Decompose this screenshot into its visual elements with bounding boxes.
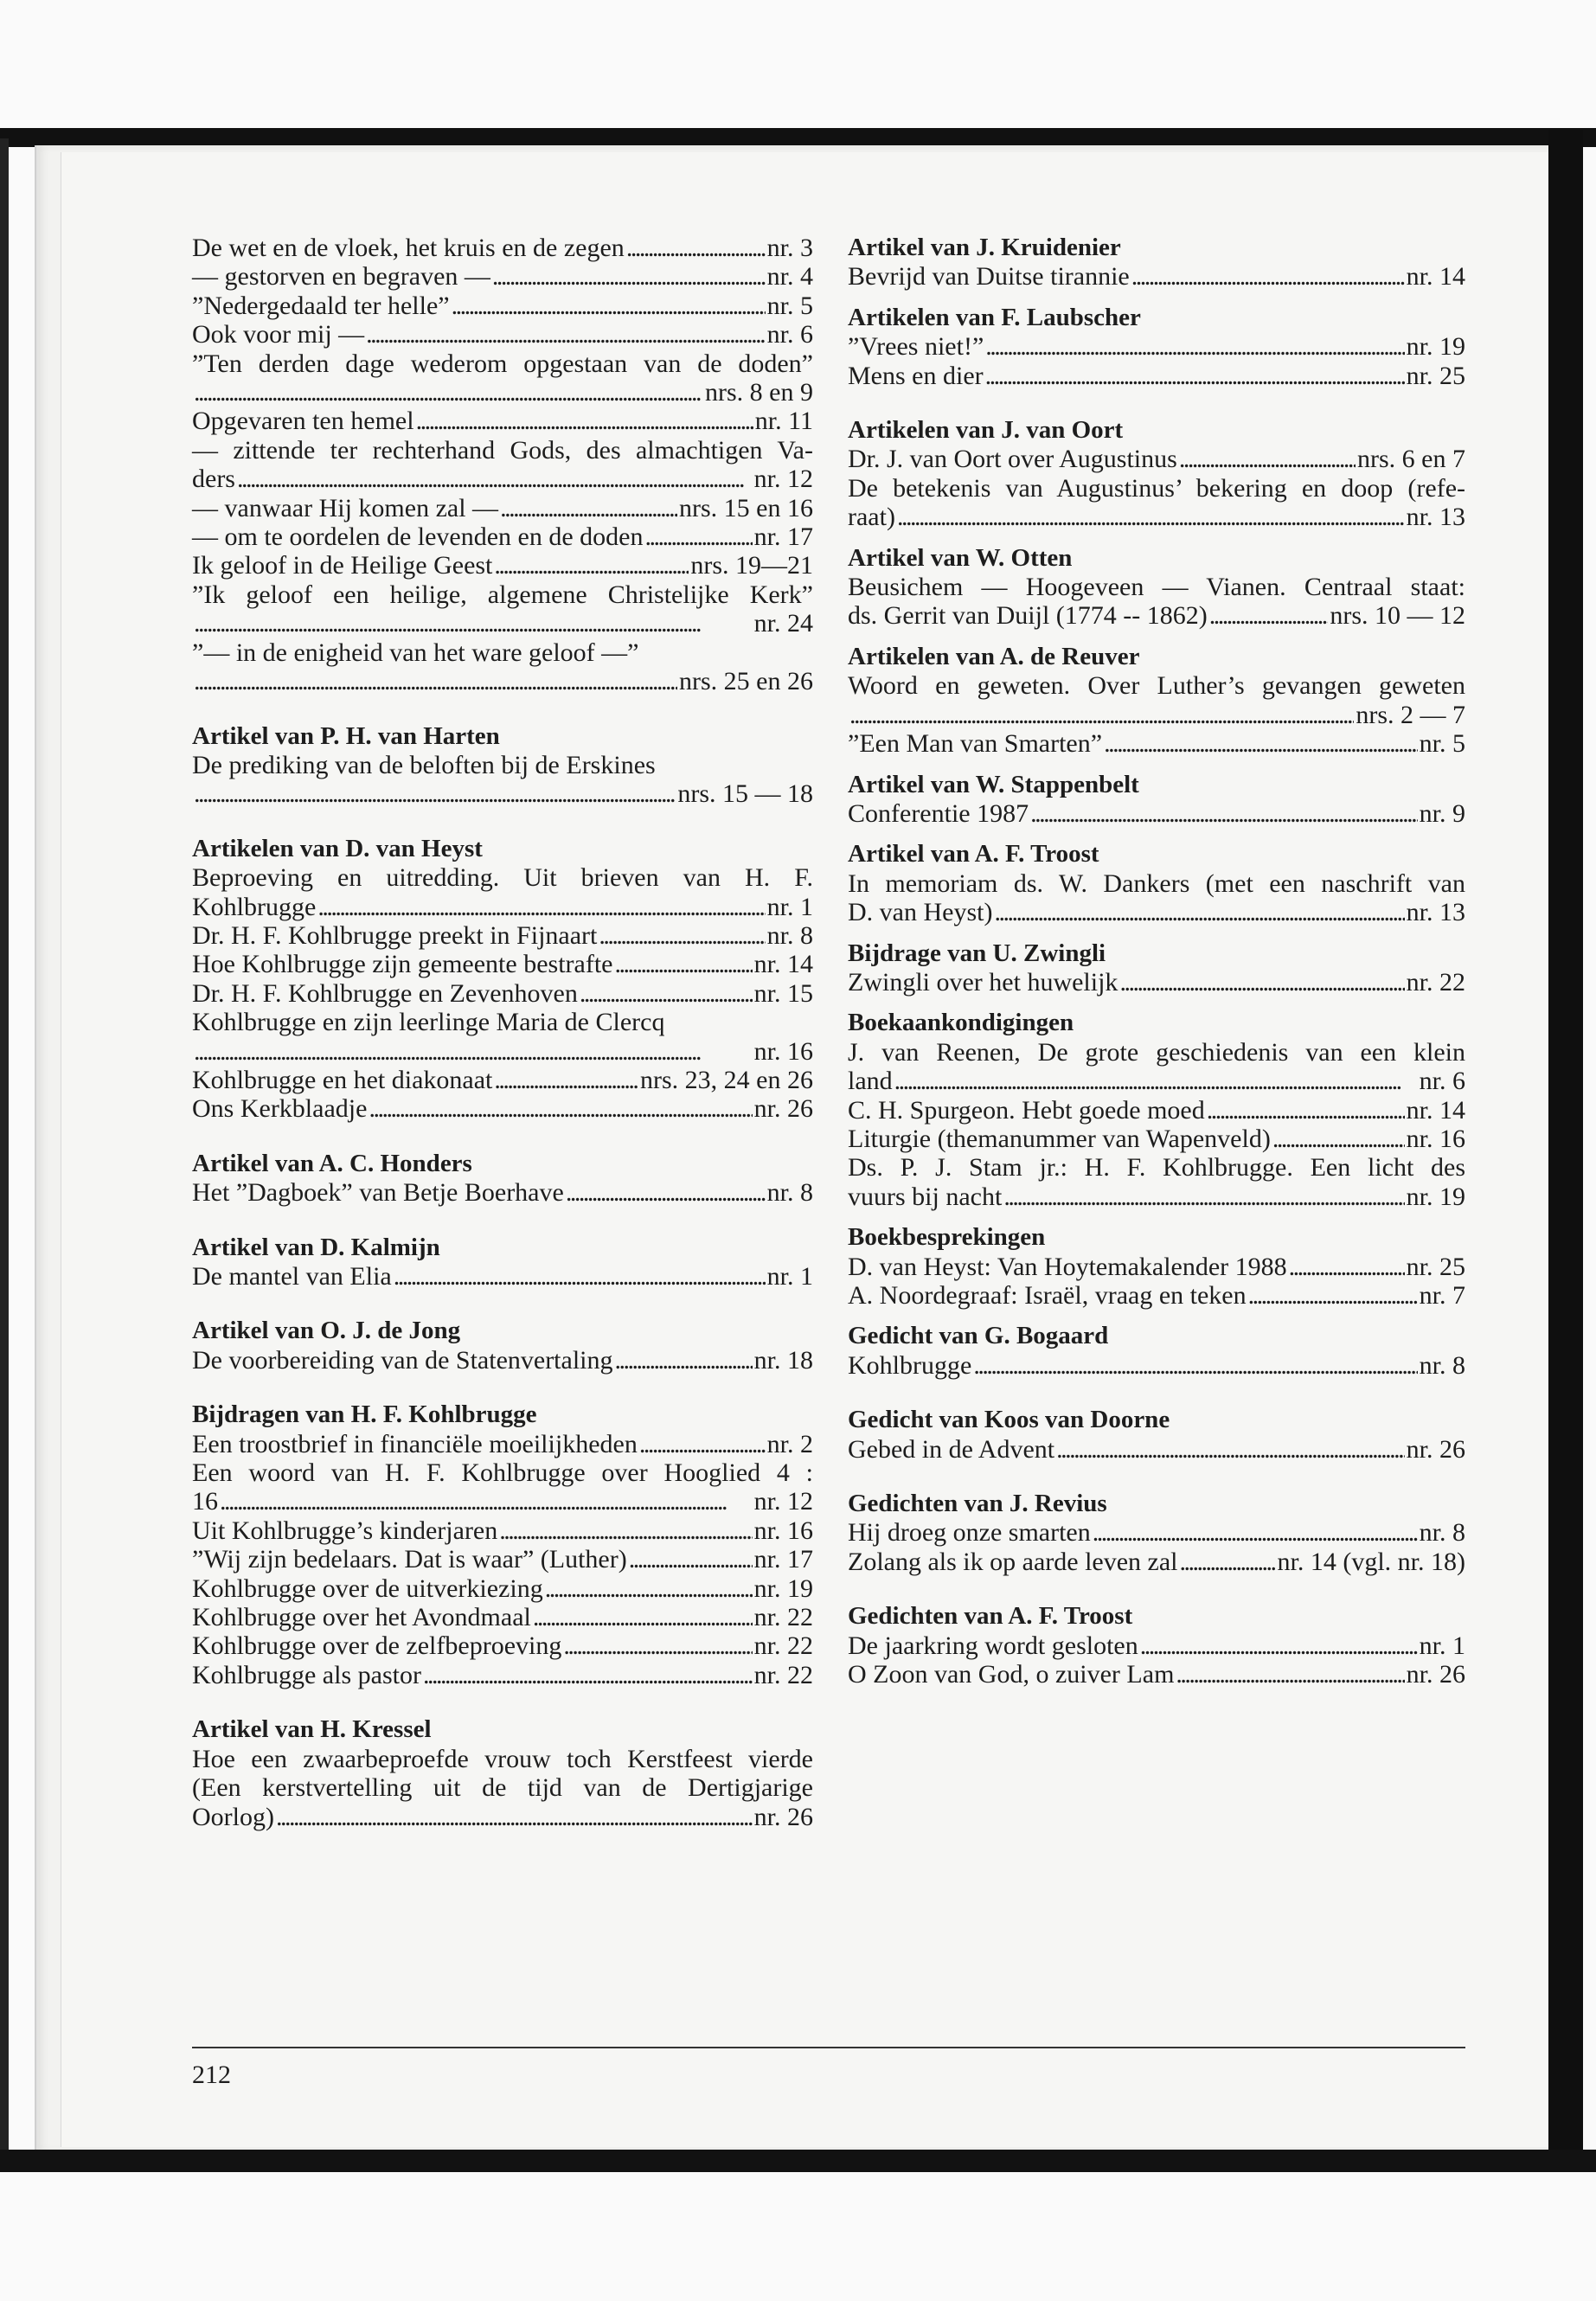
issue-reference: nrs. 2 — 7	[1356, 700, 1465, 729]
dot-leader	[416, 407, 753, 435]
index-entry	[848, 1351, 1465, 1380]
dot-leader	[194, 378, 703, 407]
entry-title: De mantel van Elia	[192, 1262, 392, 1291]
entry-title: Kohlbrugge en het diakonaat	[192, 1065, 493, 1094]
issue-reference: nr. 4	[766, 262, 813, 292]
issue-reference: nr. 13	[1406, 503, 1465, 532]
index-entry	[848, 503, 1465, 531]
issue-reference: nr. 9	[1419, 798, 1465, 828]
issue-reference: nrs. 19—21	[690, 551, 813, 580]
entry-title: Liturgie (themanummer van Wapenveld)	[848, 1124, 1271, 1153]
entry-title: Bevrijd van Duitse tirannie	[848, 262, 1130, 292]
entry-title: O Zoon van God, o zuiver Lam	[848, 1660, 1175, 1689]
dot-leader	[639, 1430, 766, 1458]
issue-reference: nrs. 10 — 12	[1330, 601, 1465, 631]
issue-reference: nr. 25	[1406, 361, 1465, 390]
dot-leader	[533, 1603, 753, 1631]
issue-reference: nr. 25	[1406, 1252, 1465, 1281]
issue-reference: nr. 14 (vgl. nr. 18)	[1277, 1547, 1465, 1576]
index-entry	[848, 968, 1465, 997]
issue-reference: nr. 15	[753, 978, 813, 1008]
dot-leader	[194, 667, 677, 695]
index-entry	[192, 1430, 813, 1458]
entry-title-line: Een woord van H. F. Kohlbrugge over Hooglied 4 :	[192, 1458, 813, 1488]
index-entry	[848, 445, 1465, 473]
section-spacer	[192, 1375, 813, 1400]
section-spacer	[848, 997, 1465, 1009]
dot-leader	[1030, 799, 1418, 828]
entry-title: Kohlbrugge over het Avondmaal	[192, 1603, 531, 1632]
issue-reference: nrs. 15 — 18	[677, 779, 813, 809]
index-entry	[192, 551, 813, 580]
issue-reference: nr. 24	[753, 609, 813, 638]
dot-leader	[369, 1094, 752, 1123]
section-spacer	[848, 1576, 1465, 1602]
entry-title-line: ”Ik geloof een heilige, algemene Christelijke Kerk”	[192, 580, 813, 609]
entry-title-line: — zittende ter rechterhand Gods, des almachtigen Va-	[192, 435, 813, 465]
entry-title: Mens en dier	[848, 361, 984, 390]
index-entry	[192, 667, 813, 695]
index-entry	[192, 1066, 813, 1094]
index-entry	[192, 1603, 813, 1631]
entry-title: Gebed in de Advent	[848, 1434, 1055, 1464]
index-entry	[848, 1183, 1465, 1211]
index-entry	[192, 1631, 813, 1660]
index-entry	[192, 494, 813, 522]
entry-title: D. van Heyst)	[848, 898, 993, 927]
entry-title: vuurs bij nacht	[848, 1182, 1003, 1211]
issue-reference: nr. 6	[766, 320, 813, 349]
index-column-right	[848, 234, 1465, 1689]
dot-leader	[545, 1574, 753, 1603]
index-entry	[192, 1346, 813, 1375]
entry-title: ds. Gerrit van Duijl (1774 -- 1862)	[848, 601, 1208, 631]
issue-reference: nrs. 23, 24 en 26	[640, 1065, 813, 1094]
entry-title: Zolang als ik op aarde leven zal	[848, 1547, 1178, 1576]
entry-title: raat)	[848, 503, 895, 532]
dot-leader	[599, 921, 765, 950]
entry-title: Dr. H. F. Kohlbrugge en Zevenhoven	[192, 978, 578, 1008]
section-heading: Boekbesprekingen	[848, 1223, 1046, 1252]
section-heading: Bijdragen van H. F. Kohlbrugge	[192, 1400, 537, 1429]
issue-reference: nrs. 15 en 16	[679, 493, 813, 522]
entry-title: Hij droeg onze smarten	[848, 1518, 1091, 1548]
index-entry	[192, 522, 813, 551]
index-entry	[192, 465, 813, 493]
dot-leader	[220, 1487, 753, 1516]
section-spacer	[848, 828, 1465, 840]
index-entry	[192, 1094, 813, 1123]
dot-leader	[394, 1262, 766, 1291]
issue-reference: nr. 14	[1406, 1095, 1465, 1125]
section-heading: Bijdrage van U. Zwingli	[848, 939, 1106, 967]
entry-title: Kohlbrugge als pastor	[192, 1660, 421, 1689]
dot-leader	[366, 320, 765, 349]
entry-title-line: Woord en geweten. Over Luther’s gevangen geweten	[848, 671, 1465, 701]
index-entry	[192, 262, 813, 291]
issue-reference: nr. 16	[753, 1516, 813, 1545]
entry-title: Ons Kerkblaadje	[192, 1094, 368, 1124]
entry-title: Ook voor mij —	[192, 320, 365, 349]
index-entry	[192, 779, 813, 808]
issue-reference: nr. 5	[766, 291, 813, 320]
dot-leader	[1056, 1435, 1405, 1464]
section-heading: Artikel van J. Kruidenier	[848, 234, 1121, 261]
dot-leader	[317, 893, 765, 921]
index-entry	[848, 898, 1465, 926]
section-heading: Artikel van A. F. Troost	[848, 840, 1099, 868]
entry-title: Dr. J. van Oort over Augustinus	[848, 445, 1177, 474]
dot-leader	[494, 551, 689, 580]
index-entry	[192, 950, 813, 978]
entry-title-line: Beusichem — Hoogeveen — Vianen. Centraal staat:	[848, 573, 1465, 602]
issue-reference: nr. 22	[753, 1603, 813, 1632]
entry-title: ”Wij zijn bedelaars. Dat is waar” (Luther)	[192, 1545, 627, 1574]
entry-title: Kohlbrugge	[192, 892, 317, 921]
section-spacer	[848, 390, 1465, 416]
dot-leader	[237, 465, 753, 493]
issue-reference: nr. 22	[1406, 967, 1465, 997]
scan-top-edge	[0, 128, 1596, 147]
entry-title-line: ”Ten derden dage wederom opgestaan van de doden”	[192, 349, 813, 378]
issue-reference: nr. 8	[1419, 1518, 1465, 1548]
entry-title-line: Beproeving en uitredding. Uit brieven van H. F.	[192, 863, 813, 893]
dot-leader	[644, 522, 752, 551]
entry-title: 16	[192, 1487, 218, 1516]
issue-reference: nr. 19	[1406, 332, 1465, 362]
index-entry	[848, 332, 1465, 361]
entry-title: ”Vrees niet!”	[848, 332, 984, 362]
index-entry	[848, 1435, 1465, 1464]
entry-title: — gestorven en begraven —	[192, 262, 490, 292]
section-heading: Gedichten van J. Revius	[848, 1490, 1107, 1518]
entry-title-line: Kohlbrugge en zijn leerlinge Maria de Clercq	[192, 1008, 665, 1037]
index-entry	[192, 1487, 813, 1516]
entry-title: C. H. Spurgeon. Hebt goede moed	[848, 1095, 1205, 1125]
issue-reference: nr. 1	[1419, 1631, 1465, 1660]
dot-leader	[1209, 601, 1329, 630]
issue-reference: nr. 22	[753, 1660, 813, 1689]
dot-leader	[563, 1631, 752, 1660]
issue-reference: nr. 16	[1406, 1124, 1465, 1153]
issue-reference: nr. 2	[766, 1429, 813, 1458]
index-entry	[192, 609, 813, 638]
entry-title: De voorbereiding van de Statenvertaling	[192, 1345, 613, 1375]
section-spacer	[192, 809, 813, 835]
issue-reference: nr. 13	[1406, 898, 1465, 927]
dot-leader	[897, 503, 1405, 531]
entry-title-line: In memoriam ds. W. Dankers (met een naschrift van	[848, 868, 1465, 898]
index-entry	[848, 729, 1465, 758]
entry-title: ders	[192, 465, 235, 494]
index-entry	[192, 407, 813, 435]
page-number: 212	[192, 2061, 231, 2089]
index-entry	[848, 1631, 1465, 1660]
section-heading: Artikel van O. J. de Jong	[192, 1317, 461, 1345]
section-spacer	[848, 1464, 1465, 1490]
entry-title: Opgevaren ten hemel	[192, 407, 414, 436]
section-heading: Gedicht van G. Bogaard	[848, 1322, 1109, 1350]
index-entry	[192, 292, 813, 320]
entry-title: Een troostbrief in financiële moeilijkheden	[192, 1429, 638, 1458]
index-entry	[848, 1281, 1465, 1310]
index-entry	[192, 234, 813, 262]
index-entry	[192, 378, 813, 407]
index-entry	[192, 320, 813, 349]
issue-reference: nrs. 6 en 7	[1357, 445, 1465, 474]
issue-reference: nrs. 25 en 26	[679, 667, 813, 696]
issue-reference: nr. 12	[753, 465, 813, 494]
dot-leader	[1179, 445, 1356, 473]
section-heading: Artikelen van D. van Heyst	[192, 834, 483, 862]
section-spacer	[192, 1124, 813, 1150]
dot-leader	[1131, 262, 1405, 291]
dot-leader	[629, 1545, 753, 1574]
entry-title: De wet en de vloek, het kruis en de zegen	[192, 234, 625, 262]
index-entry	[848, 1253, 1465, 1281]
section-spacer	[848, 292, 1465, 304]
entry-title: land	[848, 1067, 893, 1096]
index-entry	[192, 1574, 813, 1603]
index-entry	[192, 1262, 813, 1291]
entry-title: De jaarkring wordt gesloten	[848, 1631, 1138, 1660]
index-entry	[848, 262, 1465, 291]
index-column-left	[192, 234, 813, 1831]
dot-leader	[1289, 1253, 1405, 1281]
section-spacer	[192, 1208, 813, 1234]
entry-title: Kohlbrugge	[848, 1350, 972, 1380]
section-heading: Artikel van W. Otten	[848, 543, 1073, 572]
section-heading: Artikel van P. H. van Harten	[192, 721, 500, 750]
issue-reference: nr. 7	[1419, 1281, 1465, 1310]
dot-leader	[500, 494, 677, 522]
index-entry	[848, 1518, 1465, 1547]
section-spacer	[192, 1291, 813, 1317]
index-entry	[848, 1096, 1465, 1125]
entry-title-line: J. van Reenen, De grote geschiedenis van een klein	[848, 1037, 1465, 1067]
dot-leader	[973, 1351, 1417, 1380]
entry-title: — om te oordelen de levenden en de doden	[192, 522, 644, 552]
section-spacer	[192, 696, 813, 722]
dot-leader	[1104, 729, 1418, 758]
dot-leader	[1272, 1125, 1405, 1153]
entry-title: Hoe Kohlbrugge zijn gemeente bestrafte	[192, 950, 613, 979]
dot-leader	[615, 1346, 753, 1375]
index-entry	[192, 1516, 813, 1545]
dot-leader	[849, 701, 1354, 729]
issue-reference: nr. 26	[1406, 1434, 1465, 1464]
dot-leader	[1119, 968, 1404, 997]
index-entry	[848, 799, 1465, 828]
section-spacer	[848, 532, 1465, 544]
index-entry	[848, 601, 1465, 630]
issue-reference: nr. 14	[1406, 262, 1465, 292]
entry-title: — vanwaar Hij komen zal —	[192, 493, 499, 522]
dot-leader	[1140, 1631, 1418, 1660]
index-entry	[192, 1661, 813, 1689]
issue-reference: nr. 26	[753, 1094, 813, 1124]
dot-leader	[566, 1178, 766, 1207]
dot-leader	[1180, 1548, 1276, 1576]
index-entry	[848, 1125, 1465, 1153]
entry-title: Kohlbrugge over de zelfbeproeving	[192, 1631, 562, 1661]
entry-title: Zwingli over het huwelijk	[848, 967, 1118, 997]
index-entry	[192, 1803, 813, 1831]
entry-title-line: Hoe een zwaarbeproefde vrouw toch Kerstfeest vierde	[192, 1744, 813, 1773]
dot-leader	[894, 1067, 1418, 1095]
issue-reference: nr. 18	[753, 1345, 813, 1375]
section-heading: Gedichten van A. F. Troost	[848, 1602, 1133, 1631]
entry-title: Conferentie 1987	[848, 798, 1029, 828]
issue-reference: nr. 16	[753, 1036, 813, 1066]
dot-leader	[994, 898, 1404, 926]
entry-title: Oorlog)	[192, 1802, 274, 1831]
issue-reference: nr. 1	[766, 892, 813, 921]
dot-leader	[1248, 1281, 1418, 1310]
dot-leader	[452, 292, 766, 320]
issue-reference: nr. 17	[753, 1545, 813, 1574]
issue-reference: nr. 17	[753, 522, 813, 552]
entry-title: Het ”Dagboek” van Betje Boerhave	[192, 1178, 564, 1208]
dot-leader	[194, 779, 676, 808]
dot-leader	[626, 234, 766, 262]
dot-leader	[1003, 1183, 1404, 1211]
issue-reference: nr. 11	[754, 407, 813, 436]
index-entry	[848, 1660, 1465, 1689]
index-entry	[848, 362, 1465, 390]
issue-reference: nr. 5	[1419, 729, 1465, 759]
section-heading: Artikel van A. C. Honders	[192, 1149, 472, 1177]
issue-reference: nr. 12	[753, 1487, 813, 1516]
index-entry	[192, 1545, 813, 1574]
issue-reference: nr. 19	[1406, 1182, 1465, 1211]
issue-reference: nr. 3	[766, 234, 813, 262]
dot-leader	[985, 332, 1404, 361]
entry-title-line: De prediking van de beloften bij de Erskines	[192, 750, 656, 779]
dot-leader	[1176, 1660, 1404, 1689]
index-entry	[848, 701, 1465, 729]
entry-title-line: Ds. P. J. Stam jr.: H. F. Kohlbrugge. Een licht des	[848, 1153, 1465, 1183]
issue-reference: nr. 6	[1419, 1067, 1465, 1096]
entry-title: ”Nedergedaald ter helle”	[192, 291, 450, 320]
section-spacer	[848, 1211, 1465, 1223]
section-spacer	[848, 1310, 1465, 1322]
section-heading: Gedicht van Koos van Doorne	[848, 1406, 1170, 1434]
issue-reference: nr. 14	[753, 950, 813, 979]
index-entry	[848, 1067, 1465, 1095]
entry-title-line: ”— in de enigheid van het ware geloof —”	[192, 638, 639, 667]
entry-title: D. van Heyst: Van Hoytemakalender 1988	[848, 1252, 1287, 1281]
dot-leader	[1207, 1096, 1405, 1125]
section-heading: Artikel van H. Kressel	[192, 1715, 432, 1744]
section-heading: Artikel van W. Stappenbelt	[848, 770, 1139, 798]
entry-title: Uit Kohlbrugge’s kinderjaren	[192, 1516, 498, 1545]
entry-title: Kohlbrugge over de uitverkiezing	[192, 1574, 543, 1603]
dot-leader	[194, 1037, 753, 1066]
entry-title: ”Een Man van Smarten”	[848, 729, 1103, 759]
dot-leader	[423, 1661, 753, 1689]
section-spacer	[848, 759, 1465, 771]
issue-reference: nr. 8	[766, 920, 813, 950]
section-spacer	[192, 1689, 813, 1715]
footer-rule	[192, 2047, 1465, 2048]
entry-title-line: (Een kerstvertelling uit de tijd van de Dertigjarige	[192, 1773, 813, 1803]
entry-title: Ik geloof in de Heilige Geest	[192, 551, 493, 580]
index-entry	[192, 893, 813, 921]
index-entry	[192, 1178, 813, 1207]
scan-bottom-edge	[0, 2150, 1596, 2172]
index-entry	[848, 1548, 1465, 1576]
dot-leader	[194, 609, 753, 638]
section-spacer	[848, 631, 1465, 643]
scan-left-edge	[0, 138, 9, 2163]
entry-title: Dr. H. F. Kohlbrugge preekt in Fijnaart	[192, 920, 598, 950]
issue-reference: nr. 1	[766, 1262, 813, 1291]
section-heading: Artikel van D. Kalmijn	[192, 1233, 440, 1261]
issue-reference: nr. 26	[753, 1802, 813, 1831]
dot-leader	[1093, 1518, 1418, 1547]
index-entry	[192, 979, 813, 1008]
section-spacer	[848, 1380, 1465, 1406]
section-heading: Boekaankondigingen	[848, 1009, 1074, 1037]
issue-reference: nr. 8	[766, 1178, 813, 1208]
dot-leader	[492, 262, 766, 291]
index-entry	[192, 1037, 813, 1066]
section-heading: Artikelen van A. de Reuver	[848, 642, 1140, 670]
book-spine-edge	[1548, 130, 1583, 2171]
dot-leader	[276, 1803, 753, 1831]
entry-title-line: De betekenis van Augustinus’ bekering en doop (refe-	[848, 473, 1465, 503]
index-entry	[192, 921, 813, 950]
issue-reference: nr. 22	[753, 1631, 813, 1661]
dot-leader	[580, 979, 753, 1008]
dot-leader	[614, 950, 752, 978]
issue-reference: nr. 8	[1419, 1350, 1465, 1380]
issue-reference: nr. 26	[1406, 1660, 1465, 1689]
dot-leader	[499, 1516, 752, 1545]
issue-reference: nr. 19	[753, 1574, 813, 1603]
dot-leader	[494, 1066, 638, 1094]
issue-reference: nrs. 8 en 9	[705, 378, 813, 407]
entry-title: A. Noordegraaf: Israël, vraag en teken	[848, 1281, 1247, 1310]
dot-leader	[985, 362, 1405, 390]
section-spacer	[848, 927, 1465, 939]
section-heading: Artikelen van J. van Oort	[848, 416, 1124, 445]
section-heading: Artikelen van F. Laubscher	[848, 303, 1141, 331]
